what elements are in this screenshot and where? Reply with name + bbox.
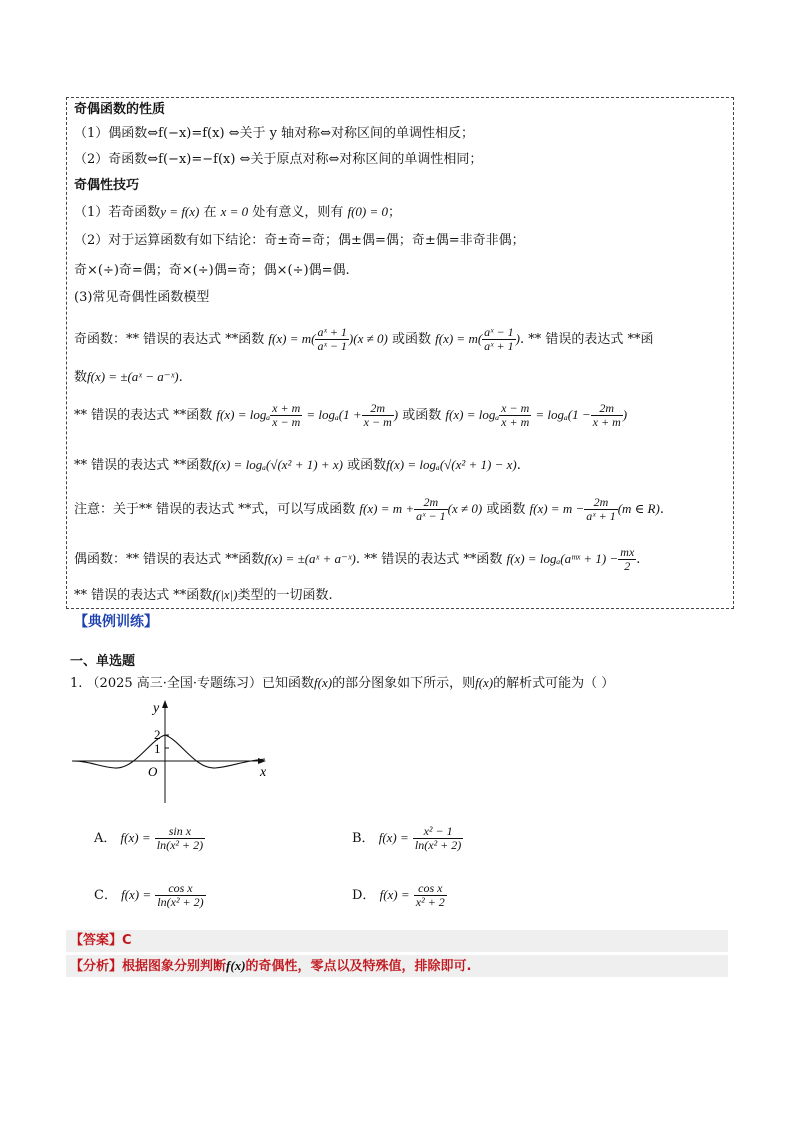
origin-label: O: [148, 764, 158, 779]
note-f1-fraction: [414, 496, 447, 523]
even-f2-num: mx: [620, 545, 635, 559]
tip1-formula-x0: x = 0: [220, 204, 249, 219]
function-graph: [70, 695, 280, 805]
option-fraction: [413, 825, 463, 852]
option-letter: A．: [94, 831, 117, 846]
note-f2-lhs: f(x) = m −: [529, 501, 585, 516]
y-axis-arrow: [162, 700, 168, 708]
box-title-tips: 奇偶性技巧: [74, 178, 140, 193]
x-axis-label: x: [260, 765, 267, 780]
even-f2-lhs: f(x) = logₐ(aᵐˣ + 1) −: [506, 551, 619, 566]
box-line-models: (3)常见奇偶性函数模型: [74, 290, 210, 305]
odd-f1-lhs: f(x) = m(: [268, 331, 316, 346]
log-f2-den2: x + m: [592, 415, 621, 429]
even-label: 偶函数：** 错误的表达式 **函数: [74, 552, 265, 567]
answer-label: 【答案】: [70, 933, 123, 948]
sqrt-f2: f(x) = logₐ(√(x² + 1) − x): [386, 457, 517, 472]
even-end: .: [636, 552, 641, 567]
box-line-sqrt-models: [74, 456, 521, 475]
note-f1-den: aˣ − 1: [416, 509, 446, 523]
option-den: ln(x² + 2): [414, 838, 462, 852]
option-lhs: f(x) =: [379, 887, 410, 902]
log-f1-num: x + m: [272, 401, 301, 415]
option-den: ln(x² + 2): [157, 895, 204, 909]
option-lhs: f(x) =: [120, 830, 151, 845]
analysis-line: [70, 957, 471, 976]
answer-value: C: [122, 933, 132, 948]
log-label: ** 错误的表达式 **函数: [74, 408, 213, 423]
box-line-odd-models: [74, 324, 654, 355]
note-f2-den: aˣ + 1: [586, 509, 616, 523]
last-label: ** 错误的表达式 **函数: [74, 588, 213, 603]
odd-f1-den: aˣ − 1: [317, 339, 347, 353]
odd-f2-fraction: [482, 326, 515, 353]
last-formula: f(|x|): [212, 587, 238, 602]
or-text: 或函数: [391, 332, 431, 347]
box-line-odd-models-cont: [74, 368, 183, 387]
log-f2-mid: = logₐ(1 −: [535, 407, 591, 422]
option-d[interactable]: [352, 882, 447, 909]
answer-bar: [66, 930, 728, 952]
box-line-even-property: （1）偶函数⇔f(−x)=f(x) ⇔关于 y 轴对称⇔对称区间的单调性相反；: [74, 126, 475, 141]
odd-line2-end: .: [178, 370, 183, 385]
log-f1-lhs: f(x) = logₐ: [216, 407, 271, 422]
option-c[interactable]: [94, 882, 206, 909]
sqrt-f1: f(x) = logₐ(√(x² + 1) + x): [212, 457, 343, 472]
question-1: [70, 674, 614, 693]
box-line-tip2-cont: 奇×(÷)奇=偶；奇×(÷)偶=奇；偶×(÷)偶=偶.: [74, 263, 350, 278]
option-num: cos x: [414, 882, 447, 896]
question-text-b: 的部分图象如下所示，则: [332, 676, 476, 691]
answer-line: [70, 932, 132, 950]
question-number: 1.: [70, 676, 83, 691]
even-mid: . ** 错误的表达式 **函数: [355, 552, 503, 567]
option-letter: D．: [352, 888, 376, 903]
box-line-last: [74, 586, 333, 605]
option-letter: C．: [94, 888, 117, 903]
question-text-c: 的解析式可能为（ ）: [493, 676, 615, 691]
log-f1-fraction2: [362, 402, 394, 429]
log-f2-num: x − m: [501, 401, 530, 415]
option-lhs: f(x) =: [378, 830, 409, 845]
analysis-text-b: 的奇偶性，零点以及特殊值，排除即可.: [245, 959, 472, 974]
option-den: x² + 2: [415, 895, 445, 909]
sqrt-label: ** 错误的表达式 **函数: [74, 458, 213, 473]
note-f1-rhs: (x ≠ 0): [447, 501, 483, 516]
odd-f2-num: aˣ − 1: [484, 325, 514, 339]
tip1-text-b: 在: [199, 205, 221, 220]
analysis-label: 【分析】: [70, 959, 123, 974]
analysis-formula: f(x): [226, 958, 246, 973]
odd-f1-fraction: [315, 326, 348, 353]
sqrt-end: .: [516, 458, 521, 473]
odd-f1-rhs: )(x ≠ 0): [348, 331, 388, 346]
tip1-text-d: ；: [388, 205, 402, 220]
option-a[interactable]: [94, 825, 205, 852]
option-num: x² − 1: [413, 825, 463, 839]
option-letter: B．: [352, 831, 375, 846]
section-title: 【典例训练】: [74, 614, 158, 630]
or-text: 或函数: [402, 408, 442, 423]
question-text-a: （2025 高三·全国·专题练习）已知函数: [86, 676, 315, 691]
tip1-formula-f0: f(0) = 0: [347, 204, 388, 219]
odd-tail: . ** 错误的表达式 **函: [519, 332, 654, 347]
odd-f2-lhs: f(x) = m(: [435, 331, 483, 346]
log-f1-mid: = logₐ(1 +: [306, 407, 362, 422]
or-text: 或函数: [486, 502, 526, 517]
note-end: .: [659, 502, 664, 517]
option-num: sin x: [155, 825, 205, 839]
option-den: ln(x² + 2): [156, 838, 204, 852]
log-f1-den2: x − m: [363, 415, 392, 429]
tip1-text-a: （1）若奇函数: [74, 205, 161, 220]
box-line-tip2: （2）对于运算函数有如下结论：奇±奇=奇；偶±偶=偶；奇±偶=非奇非偶；: [74, 233, 525, 248]
even-f2-den: 2: [624, 559, 631, 573]
option-fraction: [155, 825, 205, 852]
box-line-tip1: [74, 203, 401, 222]
note-f2-fraction: [584, 496, 617, 523]
odd-line2-text: 数: [74, 370, 88, 385]
log-f1-num2: 2m: [362, 402, 394, 416]
analysis-text-a: 根据图象分别判断: [122, 959, 227, 974]
y-axis-label: y: [153, 701, 160, 716]
note-label: 注意：关于** 错误的表达式 **式，可以写成函数: [74, 502, 356, 517]
log-f2-fraction2: [591, 402, 623, 429]
option-num: cos x: [155, 882, 205, 896]
tip1-formula-y: y = f(x): [160, 204, 200, 219]
odd-f2-rhs: ): [515, 331, 520, 346]
odd-line2-formula: f(x) = ±(aˣ − a⁻ˣ): [87, 369, 179, 384]
even-f1: f(x) = ±(aˣ + a⁻ˣ): [264, 551, 356, 566]
log-f1-den: x − m: [272, 415, 301, 429]
odd-f2-den: aˣ + 1: [484, 339, 514, 353]
note-f2-rhs: (m ∈ R): [617, 501, 660, 516]
tick-1-label: 1: [154, 741, 161, 756]
odd-f1-num: aˣ + 1: [317, 325, 347, 339]
log-f2-fraction: [499, 402, 531, 429]
question-formula-2: f(x): [475, 675, 494, 690]
odd-label: 奇函数：** 错误的表达式 **函数: [74, 332, 265, 347]
log-f2-den: x + m: [501, 415, 530, 429]
note-f2-num: 2m: [584, 496, 617, 510]
option-fraction: [414, 882, 447, 909]
log-f1-end: ): [393, 407, 399, 422]
function-curve: [72, 735, 265, 768]
log-f2-num2: 2m: [591, 402, 623, 416]
option-b[interactable]: [352, 825, 463, 852]
box-line-odd-property: （2）奇函数⇔f(−x)=−f(x) ⇔关于原点对称⇔对称区间的单调性相同；: [74, 152, 483, 167]
log-f1-fraction: [270, 402, 302, 429]
box-line-log-models: [74, 400, 627, 431]
log-f2-end: ): [622, 407, 628, 422]
box-line-note: [74, 494, 664, 525]
option-lhs: f(x) =: [121, 887, 152, 902]
last-text: 类型的一切函数.: [237, 588, 333, 603]
note-f1-num: 2m: [414, 496, 447, 510]
note-f1-lhs: f(x) = m +: [359, 501, 415, 516]
tip1-text-c: 处有意义，则有: [248, 205, 348, 220]
option-fraction: [155, 882, 205, 909]
subsection-title: 一、单选题: [70, 654, 136, 669]
log-f2-lhs: f(x) = logₐ: [445, 407, 500, 422]
box-line-even-models: [74, 544, 640, 575]
even-f2-fraction: [618, 546, 636, 573]
tick-2-label: 2: [154, 727, 161, 742]
box-title-properties: 奇偶函数的性质: [74, 102, 166, 117]
or-text: 或函数: [347, 458, 387, 473]
question-formula-1: f(x): [314, 675, 333, 690]
